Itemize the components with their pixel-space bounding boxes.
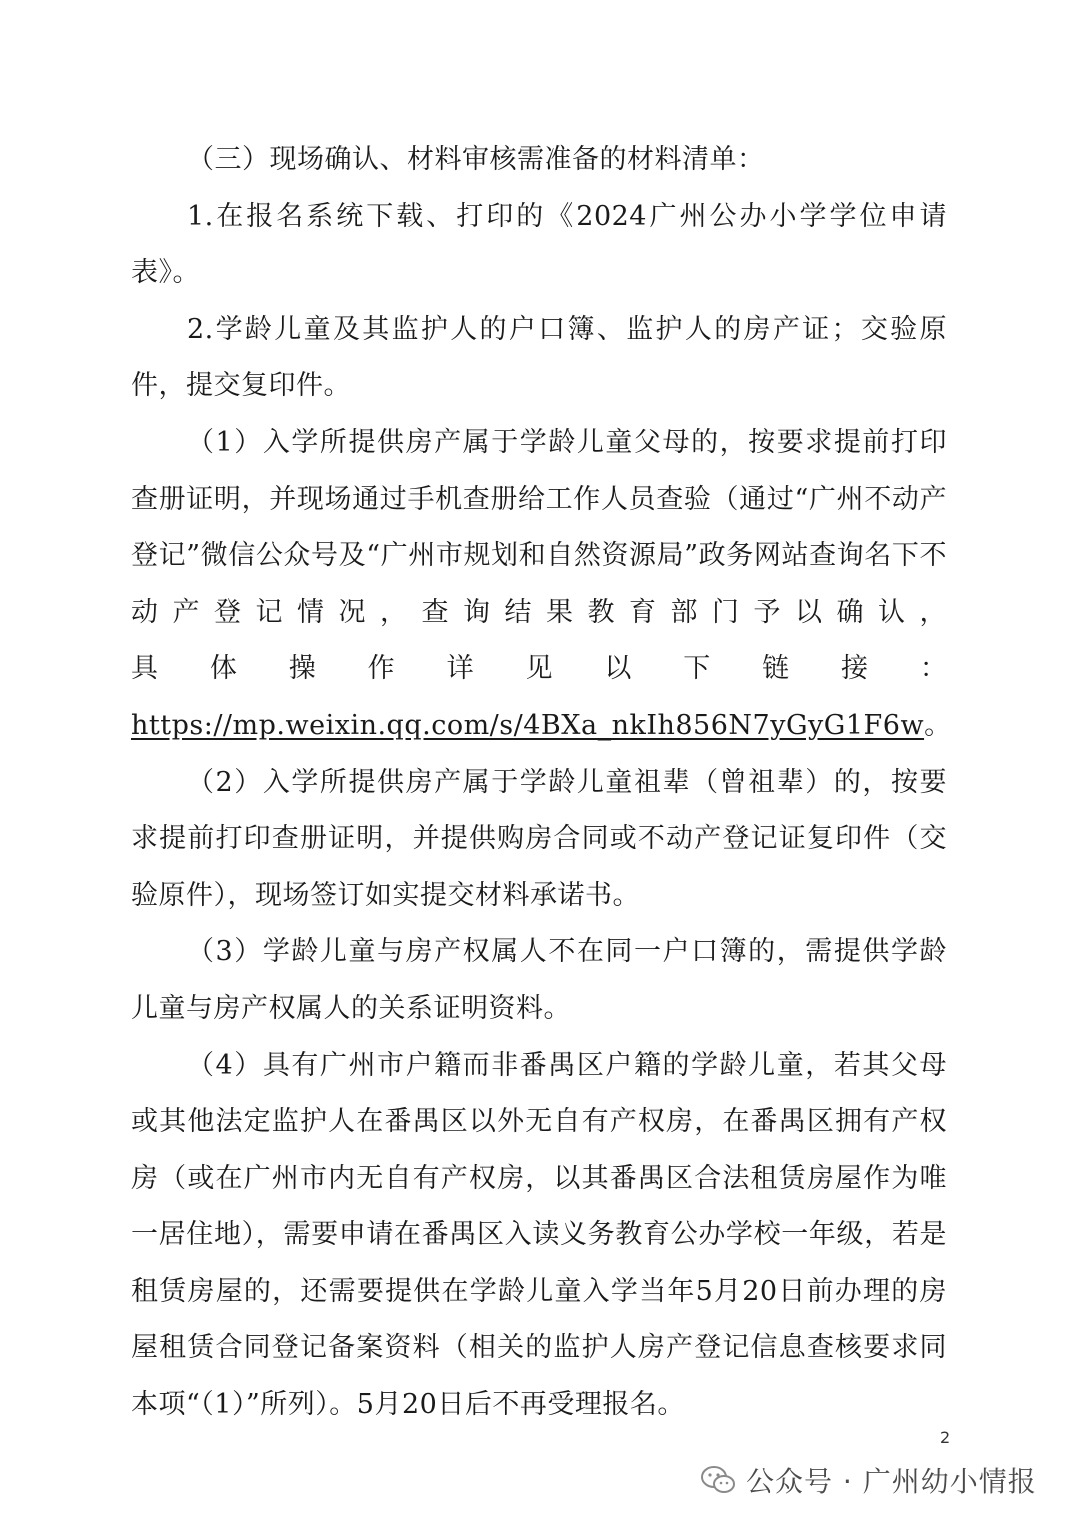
sub-item-3: （3）学龄儿童与房产权属人不在同一户口簿的，需提供学龄儿童与房产权属人的关系证明资料。 bbox=[131, 936, 947, 1024]
weixin-article-link[interactable]: https://mp.weixin.qq.com/s/4BXa_nkIh856N7yGyG1F6w bbox=[131, 709, 925, 741]
spread-char: 接 bbox=[841, 653, 869, 685]
sub-item-1-text: （1）入学所提供房产属于学龄儿童父母的，按要求提前打印查册证明，并现场通过手机查册给工作人员查验（通过“广州不动产登记”微信公众号及“广州市规划和自然资源局”政务网站查询名下不动产登记情况，查询结果教育部门予以确认， bbox=[131, 426, 947, 628]
spread-char: ： bbox=[919, 653, 947, 685]
spread-char: 详 bbox=[446, 653, 474, 685]
sub-item-1 bbox=[131, 415, 952, 755]
document-body bbox=[131, 132, 952, 1434]
list-item-1: 1.在报名系统下载、打印的《2024广州公办小学学位申请表》。 bbox=[131, 200, 947, 289]
spread-char: 以 bbox=[604, 653, 632, 685]
sub-item-2: （2）入学所提供房产属于学龄儿童祖辈（曾祖辈）的，按要求提前打印查册证明，并提供购房合同或不动产登记证复印件（交验原件），现场签订如实提交材料承诺书。 bbox=[131, 766, 947, 911]
wechat-icon bbox=[700, 1465, 736, 1495]
list-item-2: 2.学龄儿童及其监护人的户口簿、监护人的房产证；交验原件，提交复印件。 bbox=[131, 313, 947, 402]
link-suffix: 。 bbox=[924, 709, 952, 741]
sub-item-1-link-line bbox=[131, 698, 952, 755]
page-number: 2 bbox=[940, 1428, 951, 1447]
watermark-text: 公众号 · 广州幼小情报 bbox=[746, 1465, 1037, 1498]
watermark bbox=[700, 1458, 1037, 1502]
spread-char: 下 bbox=[683, 653, 711, 685]
spread-char: 作 bbox=[367, 653, 395, 685]
spread-char: 具 bbox=[131, 653, 158, 685]
sub-item-4: （4）具有广州市户籍而非番禺区户籍的学龄儿童，若其父母或其他法定监护人在番禺区以外无自有产权房，在番禺区拥有产权房（或在广州市内无自有产权房，以其番禺区合法租赁房屋作为唯一居住地），需要申请在番禺区入读义务教育公办学校一年级，若是租赁房屋的，还需要提供在学龄儿童入学当年5月20日前办理的房屋租赁合同登记备案资料（相关的监护人房产登记信息查核要求同本项“（1）”所列）。5月20日后不再受理报名。 bbox=[131, 1049, 947, 1421]
sub-item-1-spread-line bbox=[131, 641, 947, 698]
section-heading: （三）现场确认、材料审核需准备的材料清单： bbox=[187, 144, 765, 175]
spread-char: 见 bbox=[525, 653, 553, 685]
spread-char: 链 bbox=[762, 653, 790, 685]
spread-char: 体 bbox=[209, 653, 237, 685]
spread-char: 操 bbox=[288, 653, 316, 685]
